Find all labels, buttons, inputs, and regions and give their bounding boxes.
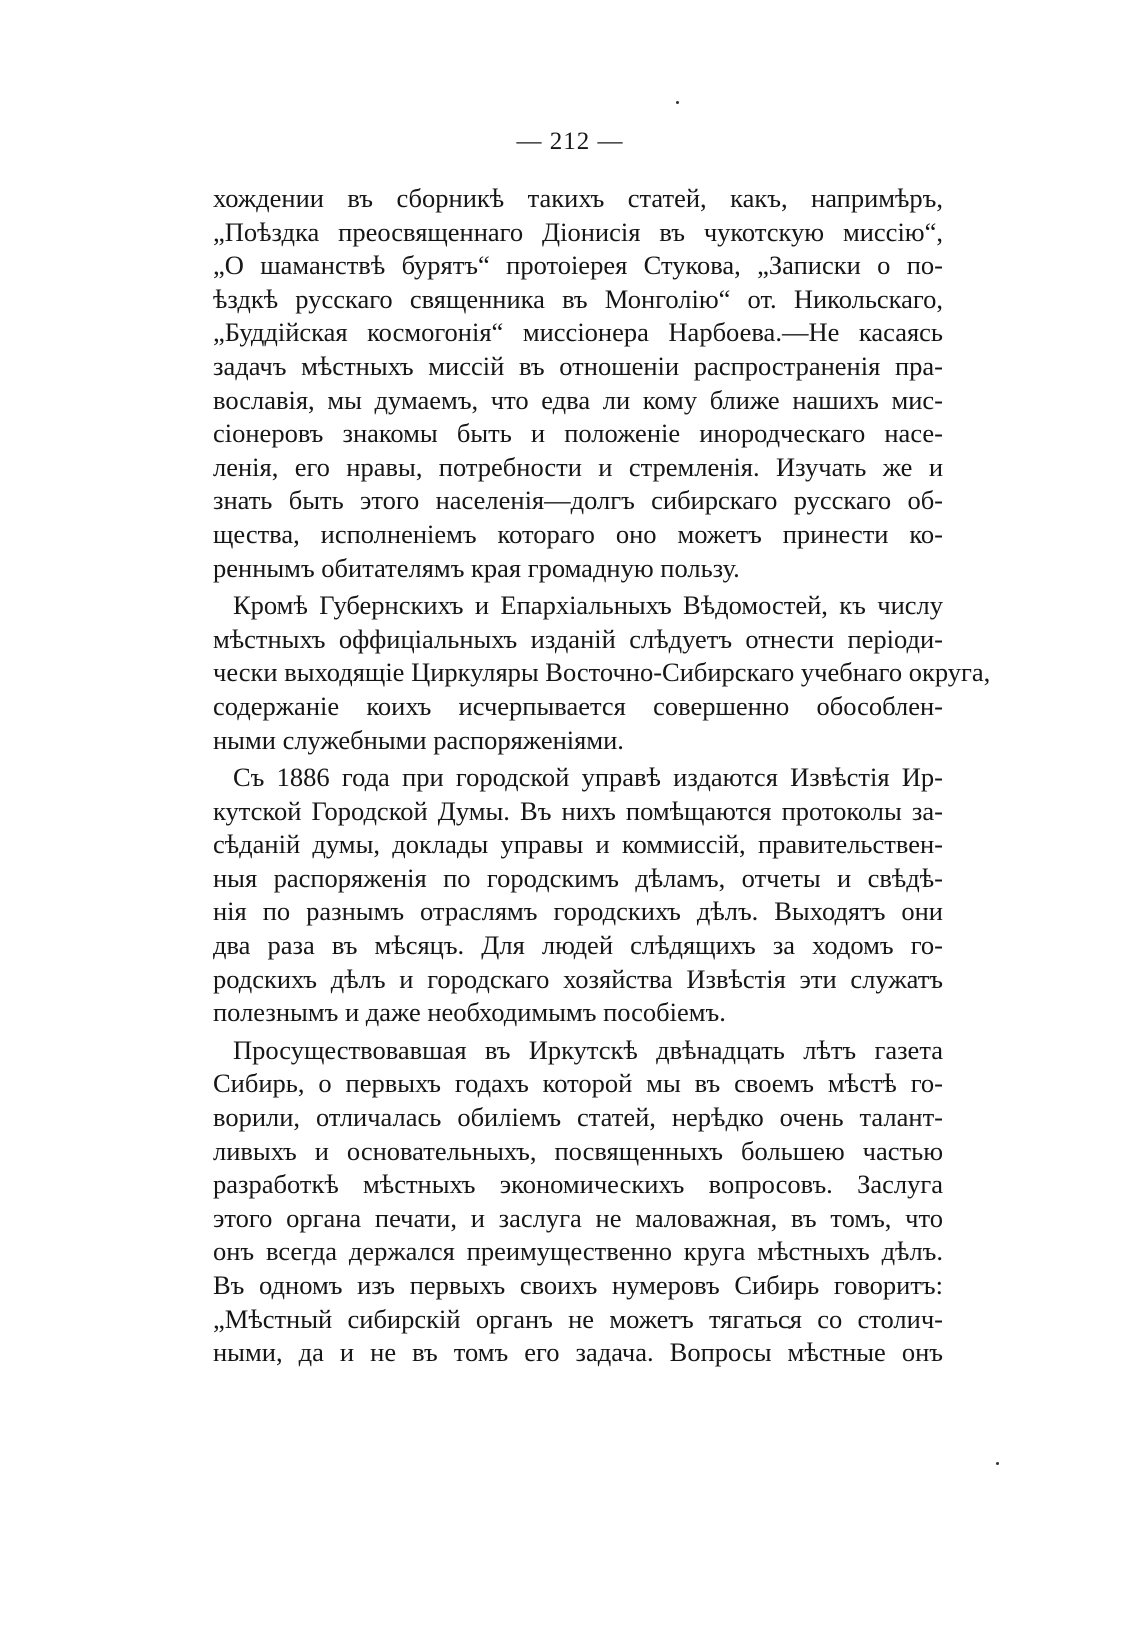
paragraph [213,1034,943,1370]
scan-speck [996,1462,999,1465]
paragraph [213,589,991,757]
text-line: ленія, его нравы, потребности и стремленія. Изучать же и [213,451,943,482]
text-line: сѣданій думы, доклады управы и коммиссій, правительствен- [213,829,943,860]
text-line: онъ всегда держался преимущественно круга мѣстныхъ дѣлъ. [213,1236,943,1267]
text-line: два раза въ мѣсяцъ. Для людей слѣдящихъ за ходомъ го- [213,930,943,961]
text-line: чески выходящіе Циркуляры Восточно-Сибирскаго учебнаго округа, [213,657,991,688]
text-line: ворили, отличалась обиліемъ статей, нерѣдко очень талант- [213,1102,943,1133]
text-line: нія по разнымъ отраслямъ городскихъ дѣлъ. Выходятъ они [213,896,943,927]
text-line: реннымъ обитателямъ края громадную пользу. [213,552,740,583]
paragraph [213,761,943,1030]
text-line: полезнымъ и даже необходимымъ пособіемъ. [213,997,726,1028]
paragraph [213,182,943,585]
text-line: ными, да и не въ томъ его задача. Вопросы мѣстные онъ [213,1337,943,1368]
text-line: „Поѣздка преосвященнаго Діонисія въ чукотскую миссію“, [213,216,943,247]
text-line: щества, исполненіемъ котораго оно можетъ принести ко- [213,518,943,549]
text-line: „Буддійская космогонія“ миссіонера Нарбоева.—Не касаясь [213,317,943,348]
text-line: кутской Городской Думы. Въ нихъ помѣщаются протоколы за- [213,795,943,826]
text-line: разработкѣ мѣстныхъ экономическихъ вопросовъ. Заслуга [213,1169,943,1200]
text-line: „О шаманствѣ бурятъ“ протоіерея Стукова, „Записки о по- [213,250,943,281]
text-line: знать быть этого населенія—долгъ сибирскаго русскаго об- [213,485,943,516]
text-line: родскихъ дѣлъ и городскаго хозяйства Извѣстія эти служатъ [213,963,943,994]
text-line: задачъ мѣстныхъ миссій въ отношеніи распространенія пра- [213,350,943,381]
text-line: Кромѣ Губернскихъ и Епархіальныхъ Вѣдомостей, къ числу [233,590,943,621]
text-line: вославія, мы думаемъ, что едва ли кому ближе нашихъ мис- [213,384,943,415]
body-text [213,182,991,1370]
text-line: ными служебными распоряженіями. [213,724,624,755]
text-line: Съ 1886 года при городской управѣ издаются Извѣстія Ир- [233,762,943,793]
scan-speck [676,101,679,104]
text-line: ливыхъ и основательныхъ, посвященныхъ большею частью [213,1135,943,1166]
text-line: содержаніе коихъ исчерпывается совершенно обособлен- [213,690,943,721]
text-line: мѣстныхъ оффиціальныхъ изданій слѣдуетъ отнести періоди- [213,623,943,654]
text-line: сіонеровъ знакомы быть и положеніе инородческаго насе- [213,418,943,449]
text-line: Сибирь, о первыхъ годахъ которой мы въ своемъ мѣстѣ го- [213,1068,943,1099]
text-line: хождении въ сборникѣ такихъ статей, какъ, напримѣръ, [213,183,943,213]
text-line: „Мѣстный сибирскій органъ не можетъ тягаться со столич- [213,1303,943,1334]
text-line: этого органа печати, и заслуга не маловажная, въ томъ, что [213,1202,943,1233]
text-line: Просуществовавшая въ Иркутскѣ двѣнадцать лѣтъ газета [233,1034,943,1065]
text-line: Въ одномъ изъ первыхъ своихъ нумеровъ Сибирь говоритъ: [213,1270,943,1300]
text-line: ѣздкѣ русскаго священника въ Монголію“ от. Никольскаго, [213,283,943,314]
page-number: — 212 — [516,128,624,155]
text-line: ныя распоряженія по городскимъ дѣламъ, отчеты и свѣдѣ- [213,862,943,893]
